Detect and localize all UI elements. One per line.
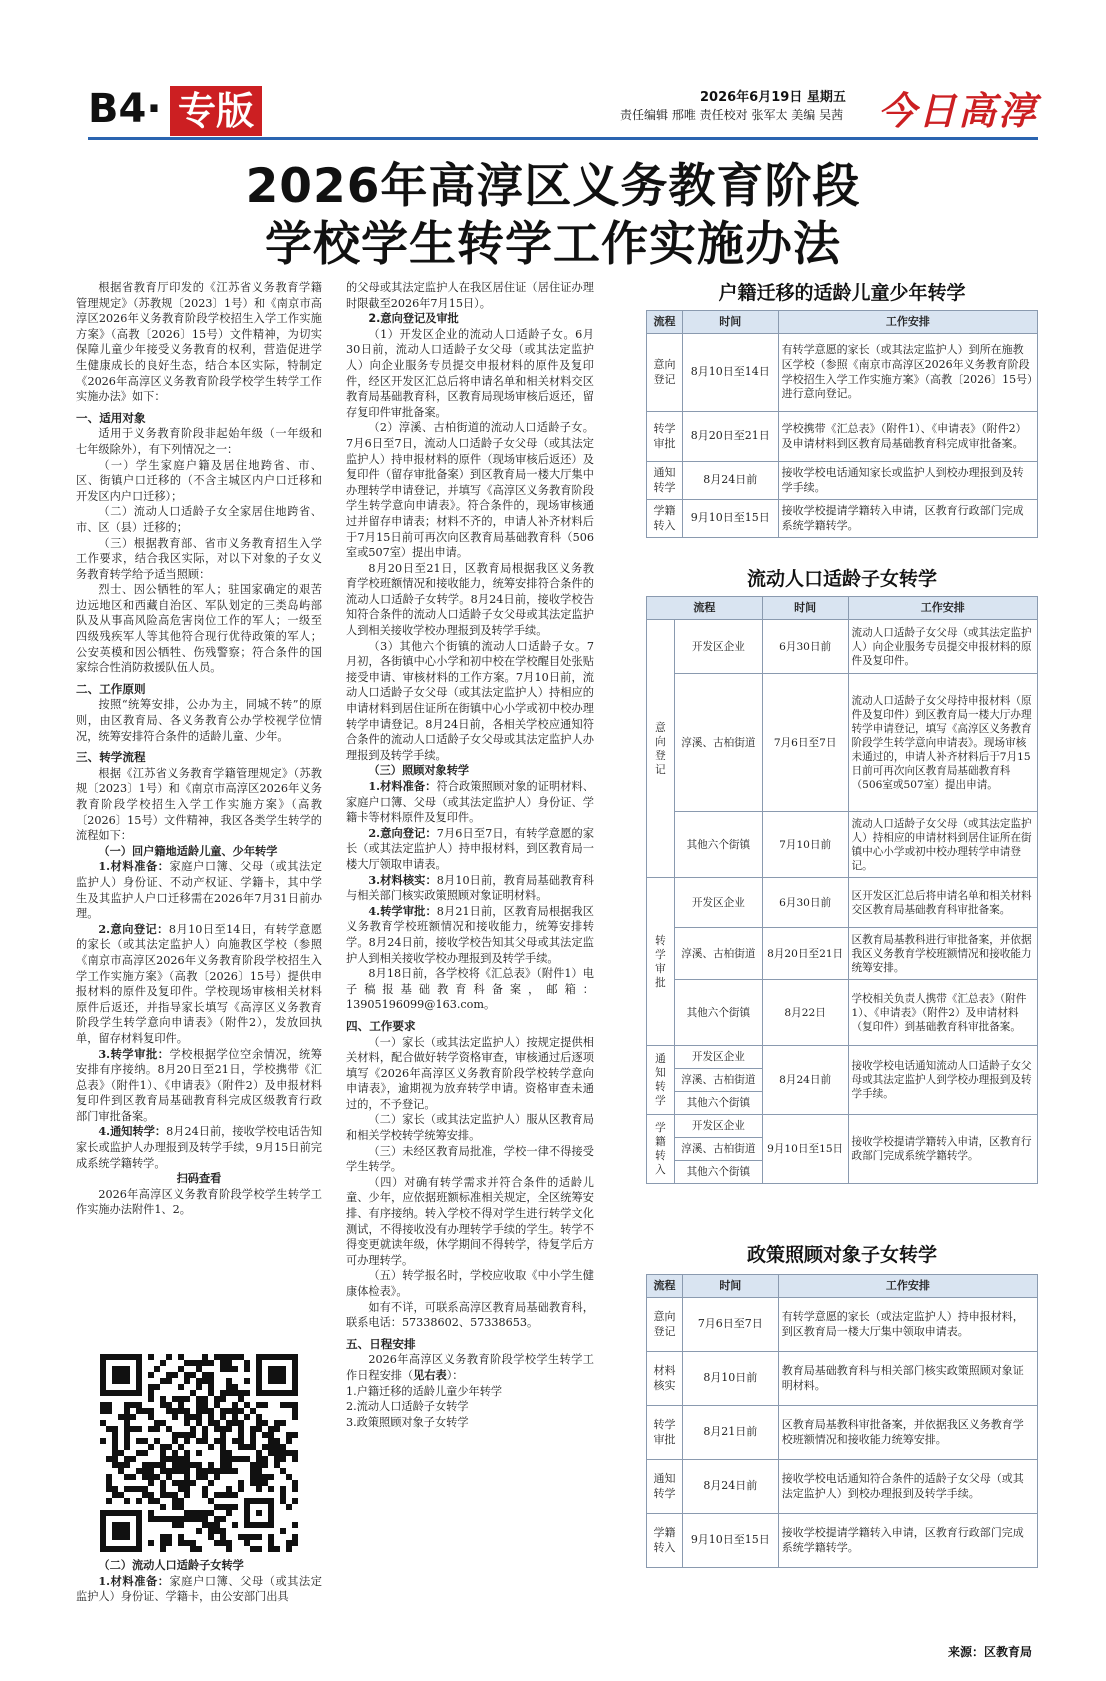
section-heading: 三、转学流程 [76, 750, 146, 765]
table2-title: 流动人口适龄子女转学 [746, 568, 937, 590]
paragraph: 1.材料准备：家庭户口簿、父母（或其法定监护人）身份证、不动产权证、学籍卡，其中学生及其监护人户口迁移需在2026年7月31日前办理。 [76, 859, 322, 921]
step-label: 4.通知转学： [98, 1124, 167, 1139]
table-row: 淳溪、古柏街道 7月6日至7日 流动人口适龄子女父母持申报材料（原件及复印件）到区教育局一楼大厅办理转学申请登记，填写《高淳区义务教育阶段学生转学意向申请表》。现场审核未通过的，申请人补齐材料后于7月15日前可再次向区教育局基础教育科（506室或507室）提出申请。 [647, 674, 1038, 812]
page-header [0, 0, 1106, 140]
table-row: 其他六个街镇 [647, 1161, 1038, 1184]
scan-heading: 扫码查看 [176, 1172, 222, 1186]
paragraph: 2.意向登记：7月6日至7日，有转学意愿的家长（或其法定监护人）持申报材料，到区教育局一楼大厅领取申请表。 [346, 825, 595, 871]
table-header: 工作安排 [778, 311, 1037, 334]
paragraph: 1.材料准备：家庭户口簿、父母（或其法定监护人）身份证、学籍卡，由公安部门出具 [76, 1573, 322, 1604]
paragraph: 4.通知转学：8月24日前，接收学校电话告知家长或监护人办理报到及转学手续，9月15日前完成系统学籍转学。 [76, 1124, 323, 1170]
section-heading: 二、工作原则 [76, 681, 146, 696]
list-item: 3.政策照顾对象子女转学 [346, 1415, 469, 1429]
paragraph: 2.意向登记：8月10日至14日，有转学意愿的家长（或其法定监护人）向施教区学校（参照《南京市高淳区2026年义务教育阶段学校招生入学工作实施方案》（高教〔2026〕15号）提供申报材料的原件及复印件。学校现场审核相关材料原件后返还，并指导家长填写《高淳区义务教育阶段学生转学意向申请表》（附件2），发放回执单，留存材料复印件。 [76, 921, 323, 1045]
table-policy-transfer [646, 1274, 1038, 1568]
table-row: 通知转学 8月24日前 接收学校电话通知符合条件的适龄子女父母（或其法定监护人）到校办理报到及转学手续。 [647, 1460, 1038, 1514]
table-row: 转学审批 8月20日至21日 学校携带《汇总表》（附件1）、《申请表》（附件2）及申请材料到区教育局基础教育科完成审批备案。 [647, 412, 1038, 462]
table-row: 材料核实 8月10日前 教育局基础教育科与相关部门核实政策照顾对象证明材料。 [647, 1352, 1038, 1406]
table-header: 时间 [762, 597, 848, 620]
list-item: 2.流动人口适龄子女转学 [346, 1400, 469, 1414]
paragraph: 按照“统筹安排，公办为主，同城不转”的原则，由区教育局、各义务教育公办学校视学位情况，统筹安排符合条件的适龄儿童、少年。 [76, 698, 322, 743]
article-column-1-bottom [76, 1558, 322, 1605]
paragraph: （2）淳溪、古柏街道的流动人口适龄子女。7月6日至7日，流动人口适龄子女父母（或其法定监护人）持申报材料的原件（现场审核后返还）及复印件（留存审批备案）到区教育局一楼大厅集中办理转学申请登记，并填写《高淳区义务教育阶段学生转学意向申请表》。符合条件的，现场审核通过并留存申请表；材料不齐的，申请人补齐材料后于7月15日前可再次向区教育局基础教育科（506室或507室）提出申请。 [346, 421, 594, 560]
section-label: 专版 [170, 86, 262, 136]
table3-title: 政策照顾对象子女转学 [746, 1244, 937, 1266]
paragraph: 8月18日前，各学校将《汇总表》（附件1）电子稿报基础教育科备案，邮箱：13905196099@163.com。 [346, 967, 594, 1012]
table-row: 其他六个街镇 8月22日 学校相关负责人携带《汇总表》（附件1）、《申请表》（附件2）及申请材料（复印件）到基础教育科审批备案。 [647, 980, 1038, 1046]
table-row: 其他六个街镇 7月10日前 流动人口适龄子女父母（或其法定监护人）持相应的申请材料到居住证所在街镇中心小学或初中校办理转学申请登记。 [647, 812, 1038, 878]
paragraph: （二）家长（或其法定监护人）服从区教育局和相关学校转学统筹安排。 [346, 1113, 594, 1143]
table-header: 流程 [647, 1275, 683, 1298]
step-label: 3.材料核实： [368, 872, 437, 887]
intro-paragraph: 根据省教育厅印发的《江苏省义务教育学籍管理规定》（苏教规〔2023〕1号）和《南京市高淳区2026年义务教育阶段学校招生入学工作实施方案》（高教〔2026〕15号）文件精神，为切实保障儿童少年接受义务教育的权利，营造促进学生健康成长的良好生态，结合本区实际，特制定《2026年高淳区义务教育阶段学校学生转学工作实施办法》如下： [76, 281, 322, 404]
article-title [150, 158, 956, 274]
table-header: 工作安排 [848, 597, 1038, 620]
step-label: 4.转学审批： [368, 903, 437, 918]
paragraph: 烈士、因公牺牲的军人；驻国家确定的艰苦边远地区和西藏自治区、军队划定的三类岛屿部队及从事高风险高危害岗位工作的军人；一级至四级残疾军人等其他符合现行优待政策的军人；公安英模和因公牺牲、伤残警察；符合条件的国家综合性消防救援队伍人员。 [76, 583, 322, 675]
subsection-heading: （二）流动人口适龄子女转学 [98, 1559, 244, 1572]
scan-description: 2026年高淳区义务教育阶段学校学生转学工作实施办法附件1、2。 [76, 1187, 322, 1217]
section-heading: 一、适用对象 [76, 410, 146, 425]
title-line-1: 2026年高淳区义务教育阶段 [245, 159, 861, 214]
paragraph: 8月20日至21日，区教育局根据我区义务教育学校班额情况和接收能力，统筹安排符合条件的流动人口适龄子女转学。8月24日前，接收学校告知符合条件的流动人口适龄子女父母或其法定监护人到相关接收学校办理报到及转学手续。 [346, 561, 594, 638]
table-row: 学籍转入 开发区企业 9月10日至15日 接收学校提请学籍转入申请，区教育行政部门完成系统学籍转学。 [647, 1115, 1038, 1138]
page-number: B4· [88, 86, 162, 132]
title-line-2: 学校学生转学工作实施办法 [265, 217, 841, 272]
editors-credit: 责任编辑 邢唯 责任校对 张军太 美编 吴茜 [620, 108, 844, 122]
paragraph: （3）其他六个街镇的流动人口适龄子女。7月初，各街镇中心小学和初中校在学校醒目处张贴接受申请、审核材料的工作方案。7月10日前，流动人口适龄子女父母（或其法定监护人）持相应的申请材料到居住证所在街镇中心小学或初中校办理转学申请登记。8月24日前，各相关学校应通知符合条件的流动人口适龄子女父母或其法定监护人办理报到及转学手续。 [346, 639, 594, 762]
table-row: 其他六个街镇 [647, 1092, 1038, 1115]
table-row: 学籍转入 9月10日至15日 接收学校提请学籍转入申请，区教育行政部门完成系统学籍转学。 [647, 500, 1038, 538]
step-label: 2.意向登记： [98, 921, 169, 936]
paragraph: 根据《江苏省义务教育学籍管理规定》（苏教规〔2023〕1号）和《南京市高淳区2026年义务教育阶段学校招生入学工作实施方案》（高教〔2026〕15号）文件精神，我区各类学生转学的流程如下： [76, 766, 322, 843]
paragraph: （1）开发区企业的流动人口适龄子女。6月30日前，流动人口适龄子女父母（或其法定监护人）向企业服务专员提交申报材料的原件及复印件，经区开发区汇总后将申请名单和相关材料交区教育局基础教育科，区教育局现场审核后返还，留存复印件审批备案。 [346, 327, 594, 419]
paragraph: （三）根据教育部、省市义务教育招生入学工作要求，结合我区实际，对以下对象的子女义务教育转学给予适当照顾： [76, 536, 322, 581]
subsection-heading: （三）照顾对象转学 [368, 764, 470, 778]
paragraph: 适用于义务教育阶段非起始年级（一年级和七年级除外），有下列情况之一： [76, 427, 322, 456]
source-credit: 来源：区教育局 [948, 1645, 1033, 1659]
step-label: 2.意向登记： [368, 825, 437, 840]
table-household-transfer [646, 310, 1038, 538]
subsection-heading: （一）回户籍地适龄儿童、少年转学 [98, 844, 278, 858]
table-header: 流程 [647, 597, 763, 620]
subsection-heading: 2.意向登记及审批 [368, 312, 459, 326]
paragraph: （二）流动人口适龄子女全家居住地跨省、市、区（县）迁移的； [76, 505, 322, 534]
paragraph: 3.转学审批：学校根据学位空余情况，统筹安排有序接纳。8月20日至21日，学校携带《汇总表》（附件1）、《申请表》（附件2）及申报材料复印件到区教育局基础教育科完成区级教育行政部门审批备案。 [76, 1046, 322, 1123]
header-rule [88, 137, 1038, 140]
paragraph: （四）对确有转学需求并符合条件的适龄儿童、少年，应依据班额标准相关规定，全区统筹安排、有序接纳。转入学校不得对学生进行转学文化测试，不得接收没有办理转学手续的学生。转学不得变更就读年级，休学期间不得转学，待复学后方可办理转学。 [346, 1175, 594, 1267]
table-migrant-transfer [646, 596, 1038, 1184]
newspaper-logo: 今日高淳 [878, 88, 1039, 133]
table-row: 淳溪、古柏街道 [647, 1069, 1038, 1092]
paragraph: （三）未经区教育局批准，学校一律不得接受学生转学。 [346, 1144, 594, 1174]
paragraph: （一）学生家庭户籍及居住地跨省、市、区、街镇户口迁移的（不含主城区内户口迁移和开发区内户口迁移）； [76, 458, 322, 503]
table-header: 时间 [682, 1275, 778, 1298]
section-heading: 五、日程安排 [346, 1336, 416, 1351]
table-header: 时间 [682, 311, 778, 334]
section-heading: 四、工作要求 [346, 1018, 416, 1033]
table-row: 通知转学 开发区企业 8月24日前 接收学校电话通知流动人口适龄子女父母或其法定监护人到学校办理报到及转学手续。 [647, 1046, 1038, 1069]
table-row: 学籍转入 9月10日至15日 接收学校提请学籍转入申请，区教育行政部门完成系统学籍转学。 [647, 1514, 1038, 1568]
table-row: 意向登记 8月10日至14日 有转学意愿的家长（或其法定监护人）到所在施教区学校（参照《南京市高淳区2026年义务教育阶段学校招生入学工作实施方案》（高教〔2026〕15号）进行意向登记。 [647, 334, 1038, 412]
table-row: 意向登记 开发区企业 6月30日前 流动人口适龄子女父母（或其法定监护人）向企业服务专员提交申报材料的原件及复印件。 [647, 620, 1038, 674]
table-header: 工作安排 [778, 1275, 1037, 1298]
paragraph: 2026年高淳区义务教育阶段学校学生转学工作日程安排（见右表）： [346, 1353, 594, 1382]
paragraph: 4.转学审批：8月21日前，区教育局根据我区义务教育学校班额情况和接收能力，统筹安排转学。8月24日前，接收学校告知其父母或其法定监护人到相关接收学校办理报到及转学手续。 [346, 903, 594, 965]
article-column-2 [346, 280, 594, 1430]
table-row: 转学审批 开发区企业 6月30日前 区开发区汇总后将申请名单和相关材料交区教育局基础教育科审批备案。 [647, 878, 1038, 928]
table-row: 转学审批 8月21日前 区教育局基教科审批备案，并依据我区义务教育学校班额情况和接收能力统筹安排。 [647, 1406, 1038, 1460]
table-row: 淳溪、古柏街道 [647, 1138, 1038, 1161]
paragraph: 3.材料核实：8月10日前，教育局基础教育科与相关部门核实政策照顾对象证明材料。 [346, 872, 594, 903]
article-column-1 [76, 280, 322, 1218]
paragraph: （五）转学报名时，学校应收取《中小学生健康体检表》。 [346, 1269, 594, 1298]
list-item: 1.户籍迁移的适龄儿童少年转学 [346, 1384, 503, 1398]
table-header: 流程 [647, 311, 683, 334]
paragraph: （一）家长（或其法定监护人）按规定提供相关材料，配合做好转学资格审查，审核通过后逐项填写《2026年高淳区义务教育阶段学校转学意向申请表》，逾期视为放弃转学申请。资格审查未通过的，不予登记。 [346, 1035, 594, 1111]
paragraph: 如有不详，可联系高淳区教育局基础教育科，联系电话：57338602、57338653。 [346, 1300, 594, 1330]
step-label: 3.转学审批： [98, 1046, 170, 1061]
issue-date: 2026年6月19日 星期五 [700, 90, 846, 105]
table-row: 意向登记 7月6日至7日 有转学意愿的家长（或法定监护人）持申报材料，到区教育局一楼大厅集中领取申请表。 [647, 1298, 1038, 1352]
step-label: 1.材料准备： [98, 859, 170, 874]
step-label: 1.材料准备： [98, 1573, 170, 1588]
qr-code[interactable] [100, 1354, 298, 1552]
paragraph: 的父母或其法定监护人在我区居住证（居住证办理时限截至2026年7月15日）。 [346, 281, 594, 310]
step-label: 1.材料准备： [368, 779, 437, 793]
table-row: 淳溪、古柏街道 8月20日至21日 区教育局基教科进行审批备案，并依据我区义务教育学校班额情况和接收能力统筹安排。 [647, 928, 1038, 980]
table1-title: 户籍迁移的适龄儿童少年转学 [718, 282, 966, 304]
paragraph: 1.材料准备：符合政策照顾对象的证明材料、家庭户口簿、父母（或其法定监护人）身份证、学籍卡等材料原件及复印件。 [346, 779, 594, 825]
table-row: 通知转学 8月24日前 接收学校电话通知家长或监护人到校办理报到及转学手续。 [647, 462, 1038, 500]
